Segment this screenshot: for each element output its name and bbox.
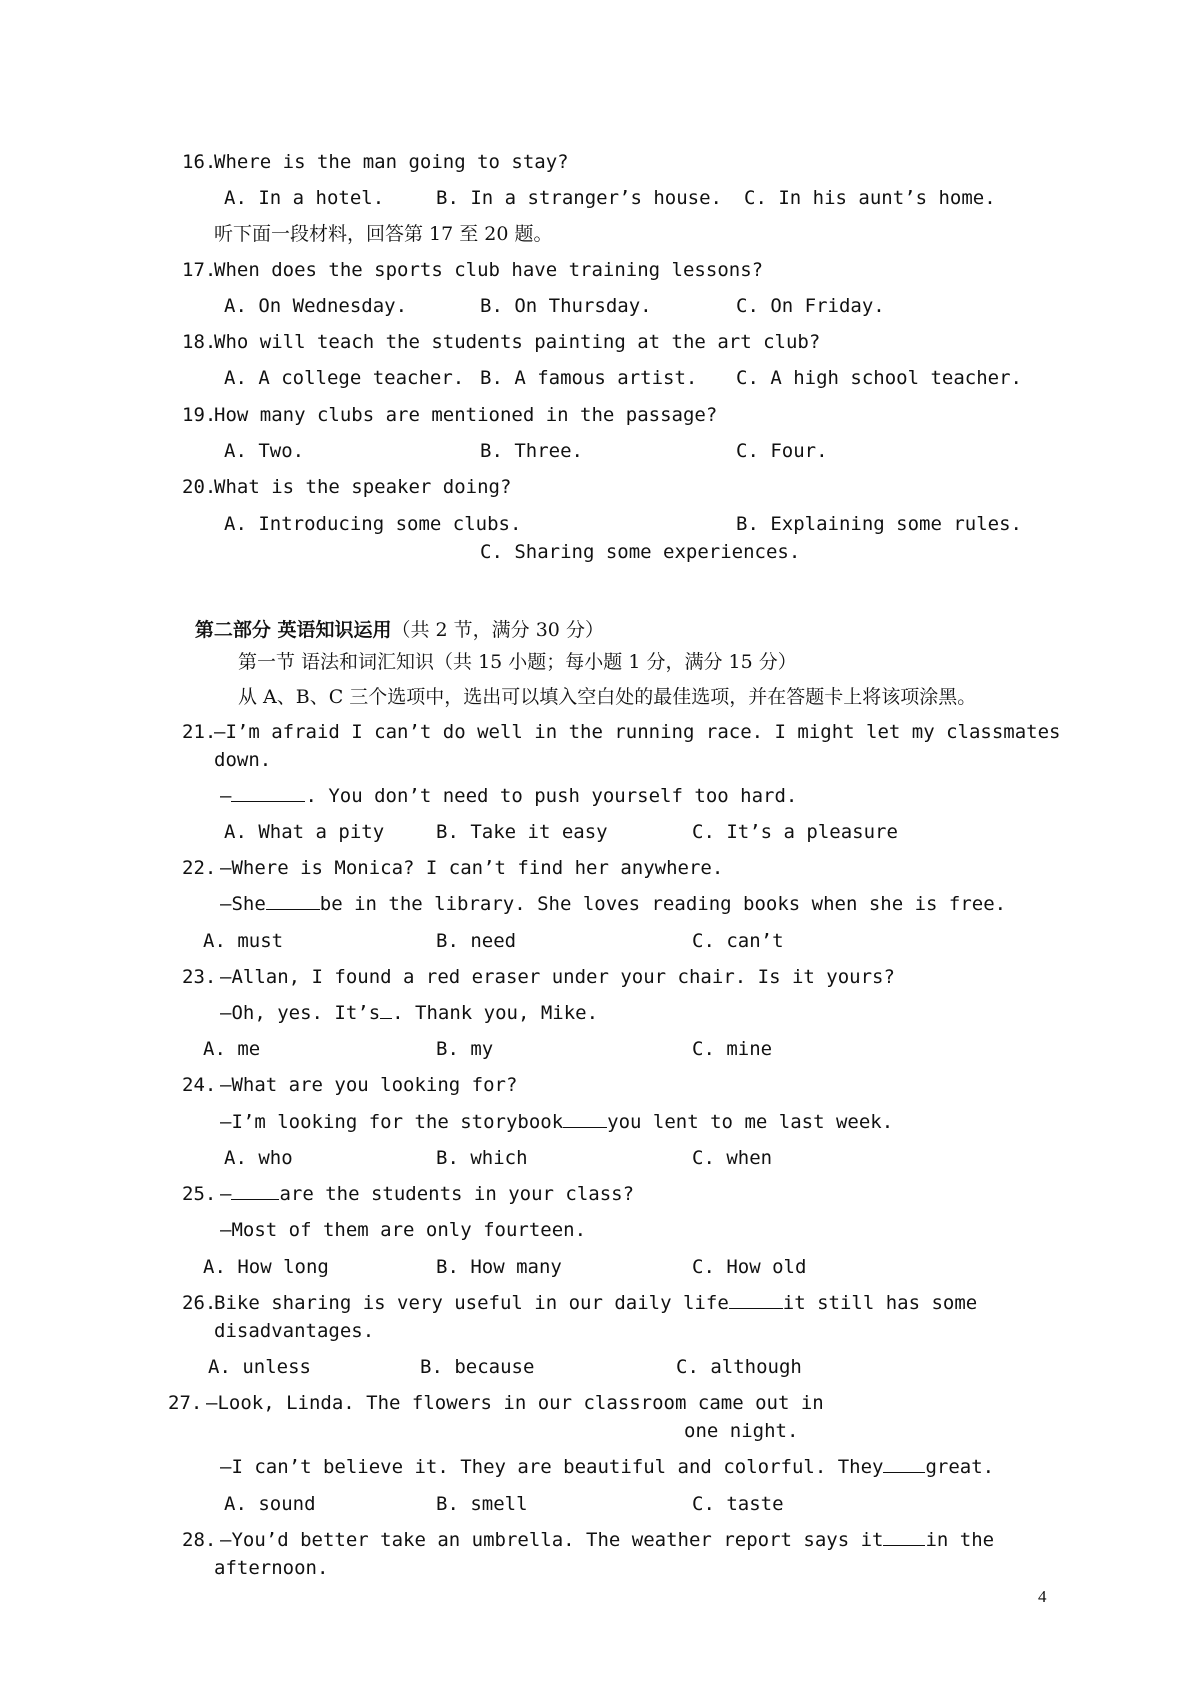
q16-number: 16. [182, 151, 217, 173]
q25-line1-pre: – [220, 1183, 232, 1205]
q18-stem: Who will teach the students painting at the art club? [214, 331, 821, 353]
q23-line2-pre: –Oh, yes. It’s [220, 1002, 381, 1024]
q27-line1: –Look, Linda. The flowers in our classroom came out in [206, 1392, 824, 1414]
q19-option-c: C. Four. [736, 440, 828, 462]
q25-option-b: B. How many [436, 1256, 562, 1278]
q28-answer-blank [883, 1528, 925, 1546]
q27-number: 27. [168, 1392, 203, 1414]
q17-option-a: A. On Wednesday. [224, 295, 408, 317]
q26-option-a: A. unless [208, 1356, 311, 1378]
q22-number: 22. [182, 857, 217, 879]
q26-line2: disadvantages. [214, 1320, 375, 1342]
q22-line1: –Where is Monica? I can’t find her anywhere. [220, 857, 724, 879]
q21-line1: –I’m afraid I can’t do well in the running race. I might let my classmates [214, 721, 1061, 743]
q23-line1: –Allan, I found a red eraser under your chair. Is it yours? [220, 966, 895, 988]
q24-line2-post: you lent to me last week. [607, 1111, 894, 1133]
q22-option-b: B. need [436, 930, 517, 952]
q26-line1-pre: Bike sharing is very useful in our daily life [214, 1292, 729, 1314]
q18-option-c: C. A high school teacher. [736, 367, 1022, 389]
q23-answer-blank [380, 1001, 392, 1019]
q25-line1-post: are the students in your class? [279, 1183, 635, 1205]
q20-number: 20. [182, 476, 217, 498]
q24-option-b: B. which [436, 1147, 528, 1169]
q21-number: 21. [182, 721, 217, 743]
q21-option-b: B. Take it easy [436, 821, 608, 843]
q17-number: 17. [182, 259, 217, 281]
q27-answer-blank [883, 1455, 925, 1473]
q22-line2-pre: –She [220, 893, 266, 915]
q25-option-c: C. How old [692, 1256, 807, 1278]
q28-line1 [220, 1528, 994, 1552]
q26-line1-post: it still has some [782, 1292, 978, 1314]
q16-option-a: A. In a hotel. [224, 187, 385, 209]
q25-number: 25. [182, 1183, 217, 1205]
q19-number: 19. [182, 404, 217, 426]
section1-instruction: 从 A、B、C 三个选项中，选出可以填入空白处的最佳选项，并在答题卡上将该项涂黑。 [238, 686, 977, 708]
instruction-17-20: 听下面一段材料，回答第 17 至 20 题。 [214, 223, 553, 245]
q23-option-b: B. my [436, 1038, 494, 1060]
q23-option-a: A. me [203, 1038, 261, 1060]
q17-option-c: C. On Friday. [736, 295, 885, 317]
q20-stem: What is the speaker doing? [214, 476, 512, 498]
q27-option-c: C. taste [692, 1493, 784, 1515]
q27-line3-post: great. [925, 1456, 995, 1478]
q17-stem: When does the sports club have training lessons? [214, 259, 764, 281]
q22-line2-post: be in the library. She loves reading books when she is free. [319, 893, 1007, 915]
q26-line1 [214, 1291, 977, 1315]
q28-number: 28. [182, 1529, 217, 1551]
q25-line1 [220, 1182, 634, 1206]
q28-line2: afternoon. [214, 1557, 329, 1579]
q25-option-a: A. How long [203, 1256, 329, 1278]
part2-heading [172, 594, 604, 642]
q23-line2 [220, 1001, 598, 1025]
q18-option-b: B. A famous artist. [480, 367, 698, 389]
q28-line1-pre: –You’d better take an umbrella. The weather report says it [220, 1529, 884, 1551]
section1-title: 第一节 语法和词汇知识（共 15 小题；每小题 1 分，满分 15 分） [238, 651, 797, 673]
q24-line2-pre: –I’m looking for the storybook [220, 1111, 564, 1133]
q17-option-b: B. On Thursday. [480, 295, 652, 317]
q22-line2 [220, 892, 1006, 916]
q20-option-a: A. Introducing some clubs. [224, 513, 522, 535]
q22-option-c: C. can’t [692, 930, 784, 952]
q16-stem: Where is the man going to stay? [214, 151, 569, 173]
q25-line2: –Most of them are only fourteen. [220, 1219, 587, 1241]
q19-option-b: B. Three. [480, 440, 583, 462]
part2-title: 第二部分 英语知识运用 [194, 619, 392, 641]
q21-line3-pre: – [220, 785, 232, 807]
q26-answer-blank [729, 1291, 783, 1309]
q21-line2: down. [214, 749, 272, 771]
q19-option-a: A. Two. [224, 440, 305, 462]
page-number: 4 [1038, 1587, 1047, 1606]
q28-line1-post: in the [925, 1529, 995, 1551]
q20-option-c: C. Sharing some experiences. [480, 541, 801, 563]
q24-line2 [220, 1110, 893, 1134]
q23-option-c: C. mine [692, 1038, 773, 1060]
q16-option-b: B. In a stranger’s house. [436, 187, 722, 209]
q22-answer-blank [266, 892, 320, 910]
q21-answer-blank [231, 784, 305, 802]
q27-line3 [220, 1455, 994, 1479]
q21-option-a: A. What a pity [224, 821, 385, 843]
q21-line3-post: . You don’t need to push yourself too hard. [305, 785, 798, 807]
q26-number: 26. [182, 1292, 217, 1314]
q23-number: 23. [182, 966, 217, 988]
q27-option-a: A. sound [224, 1493, 316, 1515]
q20-option-b: B. Explaining some rules. [736, 513, 1022, 535]
q19-stem: How many clubs are mentioned in the passage? [214, 404, 718, 426]
q23-line2-post: . Thank you, Mike. [392, 1002, 599, 1024]
q16-option-c: C. In his aunt’s home. [744, 187, 996, 209]
q26-option-b: B. because [420, 1356, 535, 1378]
q24-option-a: A. who [224, 1147, 293, 1169]
q21-line3 [220, 784, 797, 808]
part2-detail: （共 2 节，满分 30 分） [391, 619, 604, 641]
q27-line2: one night. [684, 1420, 799, 1442]
q24-option-c: C. when [692, 1147, 773, 1169]
q27-option-b: B. smell [436, 1493, 528, 1515]
q24-answer-blank [563, 1110, 607, 1128]
q21-option-c: C. It’s a pleasure [692, 821, 898, 843]
q18-option-a: A. A college teacher. [224, 367, 465, 389]
q22-option-a: A. must [203, 930, 284, 952]
q27-line3-pre: –I can’t believe it. They are beautiful and colorful. They [220, 1456, 884, 1478]
q24-line1: –What are you looking for? [220, 1074, 518, 1096]
q25-answer-blank [231, 1182, 279, 1200]
q18-number: 18. [182, 331, 217, 353]
q24-number: 24. [182, 1074, 217, 1096]
q26-option-c: C. although [676, 1356, 802, 1378]
